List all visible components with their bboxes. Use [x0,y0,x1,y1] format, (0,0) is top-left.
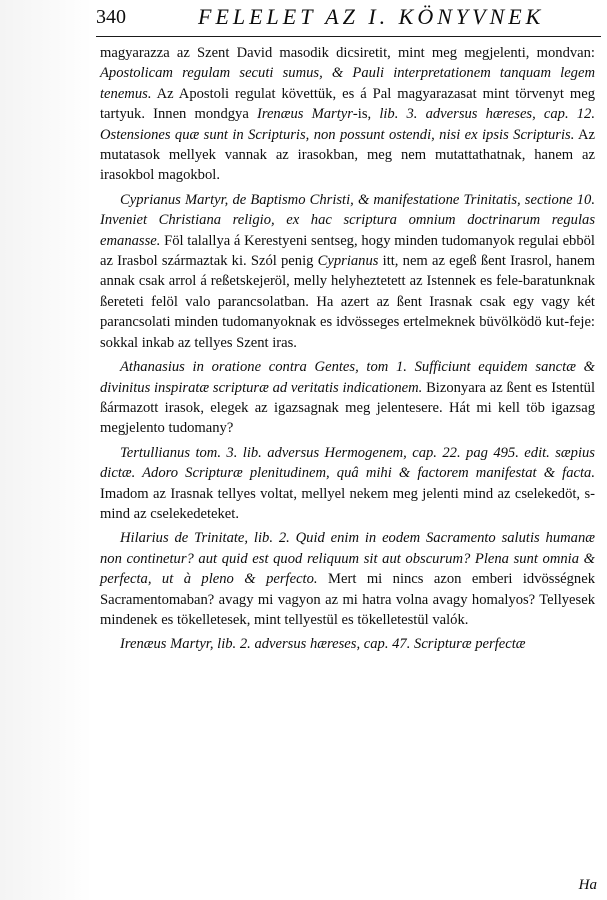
hungarian-text: -is, [352,106,380,123]
hungarian-text: Az Apostoli regulat követtük, es á Pal magyarazasat mint törvenyt meg tartyuk. Innen mondgya [100,85,595,123]
paragraph [100,190,595,353]
hungarian-text: Imadom az Irasnak tellyes voltat, mellyel nekem meg jelenti mind az cselekedöt, s-mind az cselekedeteket. [100,485,595,522]
paragraph [100,357,595,439]
latin-quotation: Cyprianus [317,253,379,270]
hungarian-text: magyarazza az Szent David masodik dicsiretit, mint meg megjelenti, mondvan: [100,45,595,61]
running-title: FELELET AZ I. KÖNYVNEK [198,4,545,29]
page-body [96,37,601,655]
latin-quotation: Tertullianus tom. 3. lib. adversus Hermogenem, cap. 22. pag 495. edit. sæpius dictæ. Adoro Scripturæ plenitudinem, quâ mihi & factorem manifestat & facta. [100,444,595,482]
hungarian-text: Az mutatasok mellyek vannak az irasokban, meg nem mutattathatnak, hanem az irasokbol magokbol. [100,126,595,184]
book-page [96,2,601,894]
paragraph [100,528,595,630]
hungarian-text: Mert mi nincs azon emberi idvösségnek Sacramentomaban? avagy mi vagyon az mi hatra volna avagy homalyos? Tellyesek mindenek es tökelletesek, mint tellyestül es tökelletestül valók. [100,571,596,628]
hungarian-text: Föl talallya á Kerestyeni sentseg, hogy minden tudomanyok regulai ebböl az Irasbol származtak ki. Szól penig [100,232,595,270]
paragraph [100,443,595,525]
latin-quotation: Irenæus Martyr [256,106,353,123]
latin-quotation: Hilarius de Trinitate, lib. 2. Quid enim in eodem Sacramento salutis humanæ non continetur? aut quid est quod reliquum sit aut obscurum? Plena sunt omnia & perfecta, ut à pleno & perfecto. [100,530,595,588]
paragraph [100,43,595,186]
scan-margin [0,0,92,900]
latin-quotation: Cyprianus Martyr, de Baptismo Christi, & manifestatione Trinitatis, sectione 10. Inveniet Christiana religio, ex hac scriptura omnium doctrinarum regulas emanasse. [100,191,595,249]
page-header [96,2,601,37]
latin-quotation: lib. 3. adversus hæreses, cap. 12. Ostensiones quæ sunt in Scripturis, non possunt ostendi, nisi ex ipsis Scripturis. [100,106,595,143]
hungarian-text: Bizonyara az ßent es Istentül ßármazott irasok, elegek az igazsagnak meg jelentesere. Hát mi kell töb igazsag megjelento tudomany? [100,379,595,437]
paragraph [100,634,595,654]
catchword: Ha [578,877,597,893]
latin-quotation: Irenæus Martyr, lib. 2. adversus hæreses, cap. 47. Scripturæ perfectæ [120,636,526,653]
hungarian-text: itt, nem az egeß ßent Irasrol, hanem annak csak arrol á reßetskejeröl, melly helyheztetett az Istennek es fele-baratunknak ßereteti felöl valo parancsolatban. Ha azert az ßent Irasnak csak egy vagy két parancsolati minden tudomanyoknak es idvösseges ertelmeknek büvölködö kut-feje: sokkal inkab az tellyes Szent iras. [100,253,595,351]
latin-quotation: Apostolicam regulam secuti sumus, & Pauli interpretationem tanquam legem tenemus. [100,65,595,102]
page-number: 340 [96,6,126,28]
latin-quotation: Athanasius in oratione contra Gentes, tom 1. Sufficiunt equidem sanctæ & divinitus inspiratæ scripturæ ad veritatis indicationem. [100,359,595,396]
